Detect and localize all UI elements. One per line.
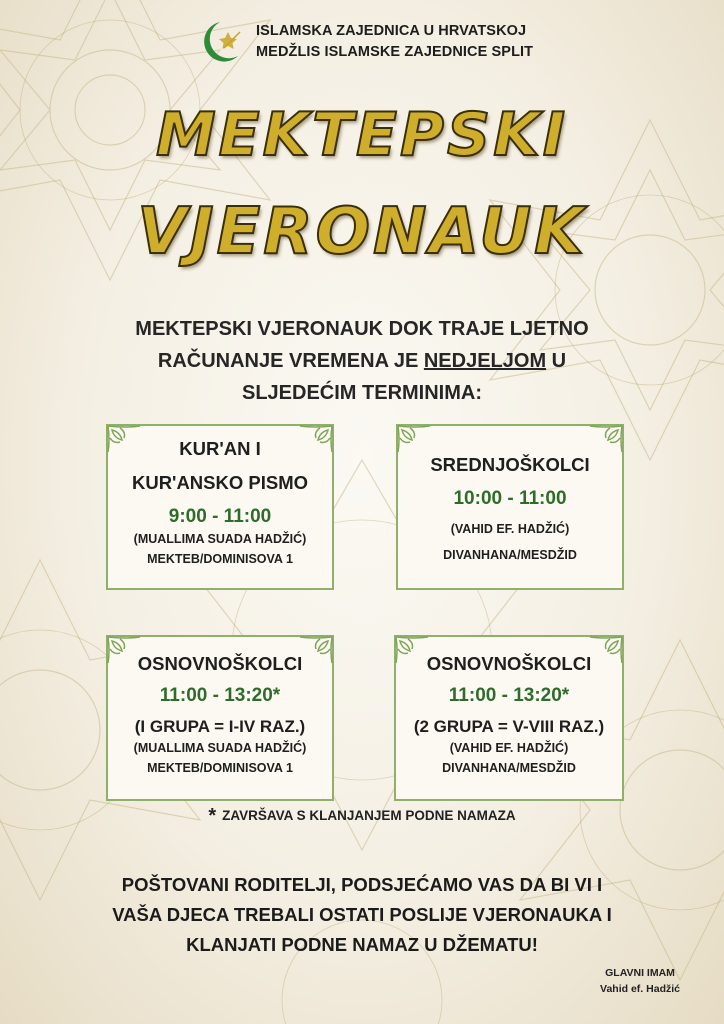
schedule-box-primary-group-2 bbox=[394, 635, 624, 801]
closing-line-2: VAŠA DJECA TREBALI OSTATI POSLIJE VJERONAUKA I bbox=[112, 904, 612, 925]
box-time: 10:00 - 11:00 bbox=[453, 488, 567, 509]
floral-corner-icon bbox=[586, 424, 624, 456]
schedule-box-high-school bbox=[396, 424, 624, 590]
box-teacher: (MUALLIMA SUADA HADŽIĆ) bbox=[133, 532, 307, 546]
box-group: (I GRUPA = I-IV RAZ.) bbox=[134, 717, 306, 736]
main-title-line-1: MEKTEPSKI bbox=[155, 100, 569, 170]
closing-line-3: KLANJATI PODNE NAMAZ U DŽEMATU! bbox=[186, 934, 538, 955]
signature-role: GLAVNI IMAM bbox=[605, 967, 675, 979]
floral-corner-icon bbox=[586, 635, 624, 667]
box-teacher: (VAHID EF. HADŽIĆ) bbox=[449, 741, 569, 755]
intro-line-1: MEKTEPSKI VJERONAUK DOK TRAJE LJETNO bbox=[135, 318, 589, 340]
schedule-box-quran bbox=[106, 424, 334, 590]
box-time: 9:00 - 11:00 bbox=[168, 506, 272, 527]
floral-corner-icon bbox=[394, 635, 432, 667]
box-location: MEKTEB/DOMINISOVA 1 bbox=[147, 552, 293, 566]
intro-line-2-start: RAČUNANJE VREMENA JE bbox=[157, 350, 424, 372]
header bbox=[198, 18, 533, 66]
footnote bbox=[0, 805, 724, 828]
box-group: (2 GRUPA = V-VIII RAZ.) bbox=[413, 717, 605, 736]
box-teacher: (MUALLIMA SUADA HADŽIĆ) bbox=[133, 741, 307, 755]
box-location: MEKTEB/DOMINISOVA 1 bbox=[147, 761, 293, 775]
floral-corner-icon bbox=[296, 424, 334, 456]
box-title-line-1: OSNOVNOŠKOLCI bbox=[426, 653, 592, 674]
box-title-line-1: SREDNJOŠKOLCI bbox=[430, 454, 590, 475]
closing-message bbox=[70, 870, 654, 960]
intro-line-3: SLJEDEĆIM TERMINIMA: bbox=[242, 382, 482, 404]
intro-text bbox=[90, 313, 634, 409]
box-time: 11:00 - 13:20* bbox=[159, 685, 281, 706]
main-title-line-2: VJERONAUK bbox=[137, 195, 587, 269]
crescent-logo-icon bbox=[198, 18, 250, 66]
schedule-box-primary-group-1 bbox=[106, 635, 334, 801]
org-name-line-2: MEDŽLIS ISLAMSKE ZAJEDNICE SPLIT bbox=[256, 44, 534, 60]
box-time: 11:00 - 13:20* bbox=[448, 685, 570, 706]
intro-line-2 bbox=[90, 345, 634, 377]
floral-corner-icon bbox=[396, 424, 434, 456]
box-title-line-2: KUR'ANSKO PISMO bbox=[131, 472, 309, 493]
box-teacher: (VAHID EF. HADŽIĆ) bbox=[450, 522, 570, 536]
box-title-line-1: OSNOVNOŠKOLCI bbox=[137, 653, 303, 674]
signature-name: Vahid ef. Hadžić bbox=[600, 983, 680, 995]
box-location: DIVANHANA/MESDŽID bbox=[442, 761, 576, 775]
closing-line-1: POŠTOVANI RODITELJI, PODSJEĆAMO VAS DA BI VI I bbox=[121, 874, 603, 895]
floral-corner-icon bbox=[106, 424, 144, 456]
intro-underlined-day: NEDJELJOM bbox=[423, 350, 547, 372]
intro-line-2-end: U bbox=[546, 350, 567, 372]
floral-corner-icon bbox=[296, 635, 334, 667]
floral-corner-icon bbox=[106, 635, 144, 667]
footnote-text: ZAVRŠAVA S KLANJANJEM PODNE NAMAZA bbox=[222, 808, 516, 823]
box-title-line-1: KUR'AN I bbox=[179, 438, 261, 459]
signature bbox=[600, 965, 680, 997]
org-name-line-1: ISLAMSKA ZAJEDNICA U HRVATSKOJ bbox=[256, 23, 527, 39]
footnote-asterisk: * bbox=[208, 805, 217, 827]
box-location: DIVANHANA/MESDŽID bbox=[443, 548, 577, 562]
